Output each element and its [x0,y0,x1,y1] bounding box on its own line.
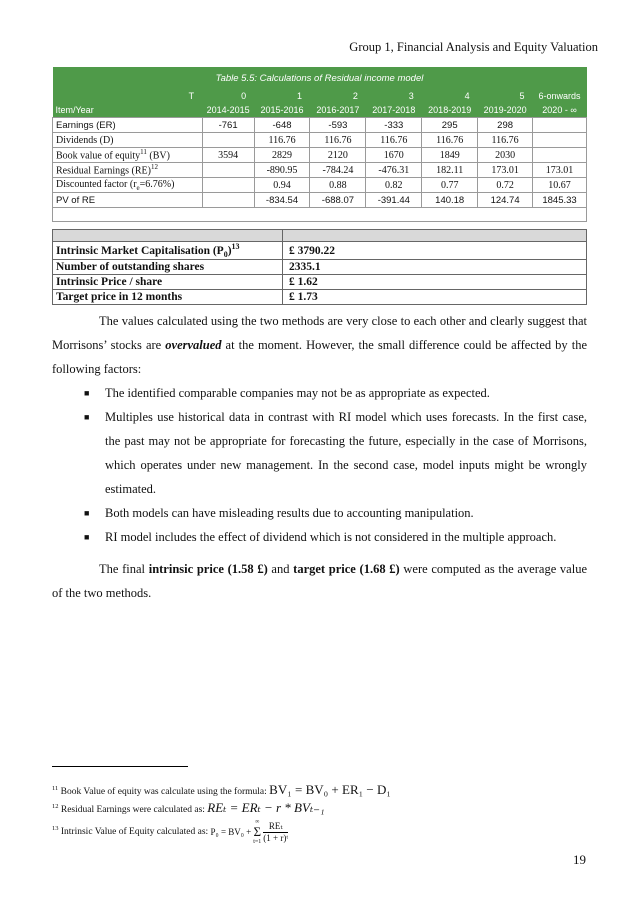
residual-income-table [52,67,587,222]
table-cell: 116.76 [478,133,533,148]
t-header-cell: 2 [310,89,366,103]
table-cell: 0.82 [366,178,422,193]
year-header-cell: 2018-2019 [422,103,478,118]
table-cell: -688.07 [310,193,366,208]
row-label: Residual Earnings (RE)$^{12}$ [53,163,203,178]
table-cell: 2030 [478,148,533,163]
table-cell: 10.67 [533,178,587,193]
summary-label: Intrinsic Price / share [53,275,283,290]
bullet-icon: ■ [84,508,90,518]
summary-row [53,242,587,260]
table-cell: 1849 [422,148,478,163]
table-cell: 2120 [310,148,366,163]
table-cell: -593 [310,118,366,133]
table-cell: 3594 [202,148,254,163]
table-title-row [53,67,587,89]
table-cell [533,133,587,148]
table-row [53,178,587,193]
row-label: Discounted factor $(r_e=6.76\%)$ [53,178,203,193]
table-cell: 1845.33 [533,193,587,208]
t-header-cell: T [53,89,203,103]
body-text [52,309,587,605]
bullet-icon: ■ [84,388,90,398]
t-header-cell: 5 [478,89,533,103]
row-label: Dividends (D) [53,133,203,148]
table-cell: 298 [478,118,533,133]
year-header-cell: 2017-2018 [366,103,422,118]
summary-blank-row [53,230,587,242]
table-cell [202,163,254,178]
table-cell: 0.77 [422,178,478,193]
summary-table [52,229,587,305]
table-cell [533,148,587,163]
year-header-cell: 2016-2017 [310,103,366,118]
t-header-cell: 6-onwards [533,89,587,103]
table-cell: 124.74 [478,193,533,208]
page-number: 19 [573,852,586,867]
factor-list [52,381,587,549]
table-row [53,193,587,208]
summary-label: Intrinsic Market Capitalisation $(P_0)^{13}$ [53,242,283,260]
table-cell [202,193,254,208]
table-cell: 173.01 [533,163,587,178]
table-cell: 116.76 [310,133,366,148]
t-header-cell: 3 [366,89,422,103]
list-item: ■ Both models can have misleading results due to accounting manipulation. [52,501,587,525]
table-cell: -834.54 [254,193,310,208]
table-title: Table 5.5: Calculations of Residual income model [53,67,587,89]
table-cell: 182.11 [422,163,478,178]
table-cell: -333 [366,118,422,133]
paragraph-2: The final intrinsic price (1.58 £) and target price (1.68 £) were computed as the average value of the two methods. [52,562,587,600]
formula-intrinsic-value: P₀ = BV₀ + ∞ Σ t=1 REₜ (1 + r)ᵗ [210,819,289,845]
summary-value: £ 1.73 [283,290,587,305]
footnote-12: $^{12}$ Residual Earnings were calculated as: REₜ = ERₜ − r * BVₜ₋₁ [52,800,325,815]
table-cell: -391.44 [366,193,422,208]
list-item: ■ Multiples use historical data in contrast with RI model which uses forecasts. In the first case, the past may not be appropriate for forecasting the future, especially in the case of Morrisons, which operates under new management. In the second case, model inputs might be wrongly estimated. [52,405,587,501]
table-cell: -476.31 [366,163,422,178]
table-row [53,163,587,178]
table-year-row [53,103,587,118]
formula-residual-earnings: REₜ = ERₜ − r * BVₜ₋₁ [207,800,325,815]
table-cell: 140.18 [422,193,478,208]
table-cell [202,133,254,148]
table-cell: -784.24 [310,163,366,178]
summary-value: £ 3790.22 [283,242,587,260]
row-label: Earnings (ER) [53,118,203,133]
table-cell: -648 [254,118,310,133]
summary-label: Target price in 12 months [53,290,283,305]
table-cell: 116.76 [366,133,422,148]
row-label: Book value of equity$^{11}$ (BV) [53,148,203,163]
summary-value: £ 1.62 [283,275,587,290]
blank-cell [283,230,587,242]
summary-label: Number of outstanding shares [53,260,283,275]
running-header: Group 1, Financial Analysis and Equity Valuation [349,40,598,54]
table-cell: 116.76 [422,133,478,148]
year-header-cell: 2015-2016 [254,103,310,118]
footnote-13: $^{13}$ Intrinsic Value of Equity calculated as: P₀ = BV₀ + ∞ Σ t=1 REₜ (1 + r)ᵗ [52,819,289,845]
table-cell: 0.72 [478,178,533,193]
table-cell: 116.76 [254,133,310,148]
list-item: ■ The identified comparable companies may not be as appropriate as expected. [52,381,587,405]
bullet-icon: ■ [84,532,90,542]
table-cell: 173.01 [478,163,533,178]
table-t-row [53,89,587,103]
table-blank-row [53,208,587,222]
table-cell: -890.95 [254,163,310,178]
year-header-cell: 2020 - ∞ [533,103,587,118]
list-item: ■ RI model includes the effect of dividend which is not considered in the multiple approach. [52,525,587,549]
t-header-cell: 4 [422,89,478,103]
summary-row [53,290,587,305]
year-header-cell: 2019-2020 [478,103,533,118]
year-header-cell: 2014-2015 [202,103,254,118]
bullet-icon: ■ [84,412,90,422]
t-header-cell: 1 [254,89,310,103]
summary-row [53,275,587,290]
table-cell: 0.88 [310,178,366,193]
footnote-11: $^{11}$ Book Value of equity was calculate using the formula: BV₁ = BV₀ + ER₁ − D₁ [52,782,391,797]
paragraph-1: The values calculated using the two methods are very close to each other and clearly suggest that Morrisons’ stocks are overvalued at the moment. However, the small difference could be affected by the following factors: [52,314,587,376]
table-row [53,133,587,148]
table-row [53,118,587,133]
table-row [53,148,587,163]
t-header-cell: 0 [202,89,254,103]
blank-cell [53,208,587,222]
table-cell: 2829 [254,148,310,163]
table-cell: -761 [202,118,254,133]
row-label: PV of RE [53,193,203,208]
table-cell: 1670 [366,148,422,163]
table-cell: 295 [422,118,478,133]
table-cell [533,118,587,133]
footnote-separator [52,766,188,767]
table-cell: 0.94 [254,178,310,193]
table-cell [202,178,254,193]
year-header-cell: Item/Year [53,103,203,118]
blank-cell [53,230,283,242]
summary-value: 2335.1 [283,260,587,275]
formula-book-value: BV₁ = BV₀ + ER₁ − D₁ [269,782,391,797]
summary-row [53,260,587,275]
